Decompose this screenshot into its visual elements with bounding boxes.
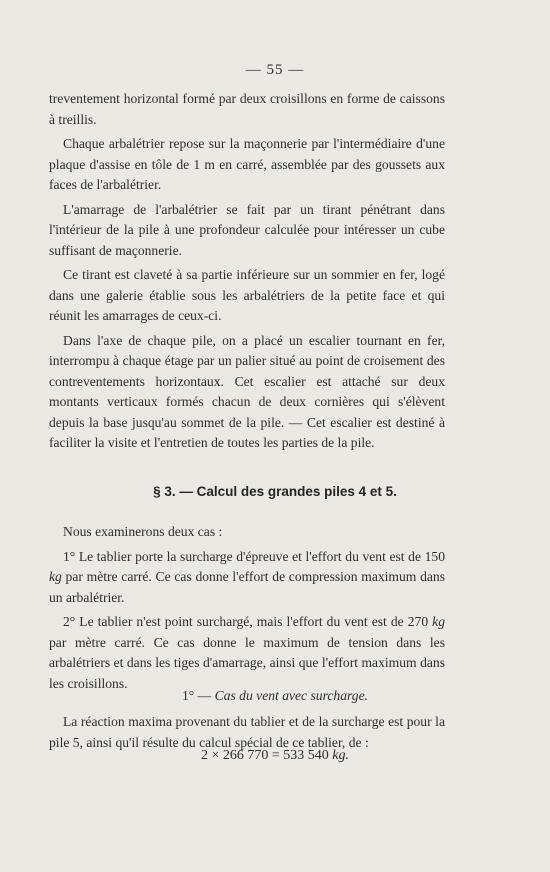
paragraph-reaction: La réaction maxima provenant du tablier et de la surcharge est pour la pile 5, ainsi qu'il résulte du calcul spécial de ce tablier, de : <box>49 714 445 750</box>
paragraph-case-1 <box>49 547 445 609</box>
paragraph-intro: Nous examinerons deux cas : <box>63 524 223 539</box>
formula-unit: kg. <box>332 748 349 763</box>
formula <box>0 748 550 764</box>
case-1-unit: kg <box>49 569 62 584</box>
paragraph-continued: treventement horizontal formé par deux croisillons en forme de caissons à treillis. <box>49 91 445 127</box>
case-1-text-a: 1° Le tablier porte la surcharge d'épreuve et l'effort du vent est de 150 <box>63 548 445 564</box>
subheading-number: 1° — <box>181 688 215 703</box>
case-2-text-a: 2° Le tablier n'est point surchargé, mais l'effort du vent est de 270 <box>63 614 433 629</box>
case-1-text-b: par mètre carré. Ce cas donne l'effort de compression maximum dans un arbalétrier. <box>49 569 445 605</box>
body-text-upper <box>49 89 445 458</box>
paragraph-tirant: Ce tirant est claveté à sa partie inférieure sur un sommier en fer, logé dans une galerie établie sous les arbalétriers de la petite face et qui réunit les amarrages de ceux-ci. <box>49 267 445 323</box>
case-2-text-b: par mètre carré. Ce cas donne le maximum de tension dans les arbalétriers et dans les tiges d'amarrage, ainsi que l'effort maximum dans les croisillons. <box>49 634 445 691</box>
formula-expression: 2 × 266 770 = 533 540 <box>200 748 333 763</box>
section-title: § 3. — Calcul des grandes piles 4 et 5. <box>153 484 397 499</box>
case-2-unit: kg <box>432 614 445 629</box>
paragraph-escalier: Dans l'axe de chaque pile, on a placé un escalier tournant en fer, interrompu à chaque étage par un palier situé au point de croisement des contreventements horizontaux. Cet escalier est attaché sur deux montants verticaux formés chacun de deux cornières qui s'élèvent depuis la base jusqu'au sommet de la pile. — Cet escalier est destiné à faciliter la visite et l'entretien de toutes les parties de la pile. <box>49 332 445 450</box>
paragraph-amarrage: L'amarrage de l'arbalétrier se fait par un tirant pénétrant dans l'intérieur de la pile à une profondeur calculée pour intéresser un cube suffisant de maçonnerie. <box>49 201 445 258</box>
paragraph-arbaletrier: Chaque arbalétrier repose sur la maçonnerie par l'intermédiaire d'une plaque d'assise en tôle de 1 m en carré, assemblée par des goussets aux faces de l'arbalétrier. <box>49 136 445 192</box>
subheading-text: Cas du vent avec surcharge. <box>214 688 369 703</box>
subheading <box>0 688 550 704</box>
paragraph-case-2 <box>49 612 445 694</box>
page-number: — 55 — <box>245 62 305 78</box>
body-text-cases <box>49 522 445 698</box>
